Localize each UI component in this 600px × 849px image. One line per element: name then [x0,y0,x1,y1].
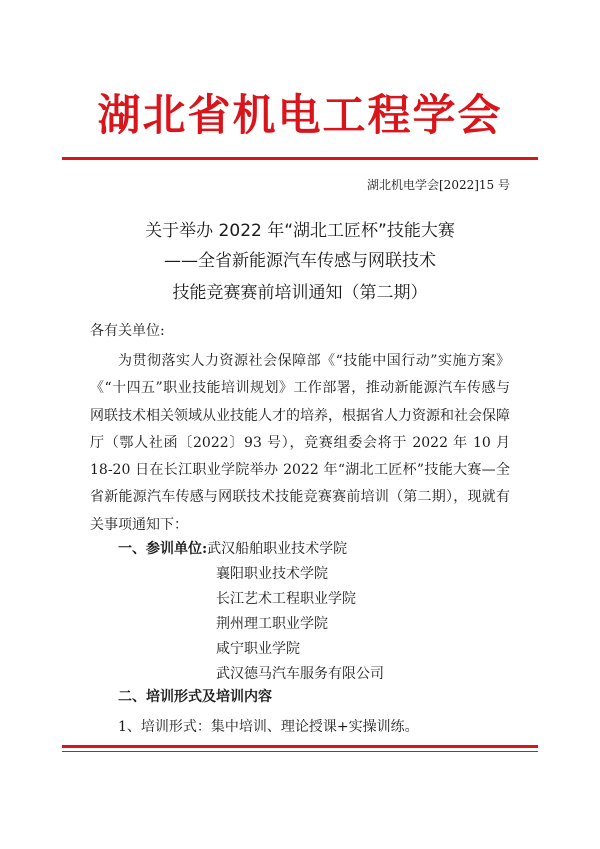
section-1-heading: 一、参训单位: [118,541,208,557]
org-title: 湖北省机电工程学会 [97,91,503,141]
participating-unit: 长江艺术工程职业学院 [216,591,356,607]
participating-unit: 武汉德马汽车服务有限公司 [216,666,384,682]
notice-title-line-1: 关于举办 2022 年“湖北工匠杯”技能大赛 [145,221,455,241]
body-paragraph: 为贯彻落实人力资源社会保障部《“技能中国行动”实施方案》《“十四五”职业技能培训规划》工作部署，推动新能源汽车传感与网联技术相关领域从业技能人才的培养，根据省人力资源和社会保障厅（鄂人社函〔2022〕93 号），竞赛组委会将于 2022 年 10 月 18-20 日在长江职业学院举办 2022 年“湖北工匠杯”技能大赛—全省新能源汽车传感与网联技术技能竞赛赛前培训（第二期），现就有关事项通知下： [90,353,510,533]
training-form-item: 1、培训形式：集中培训、理论授课+实操训练。 [118,719,419,735]
section-1-line [118,538,347,560]
participating-unit: 荆州理工职业学院 [216,616,328,632]
red-divider-bottom-thin [62,751,538,752]
notice-title-line-3: 技能竞赛赛前培训通知（第二期） [172,283,428,303]
participating-unit: 襄阳职业技术学院 [216,566,328,582]
participating-unit: 咸宁职业学院 [216,641,300,657]
red-divider-bottom [62,745,538,748]
red-divider-top [62,157,538,160]
notice-title-line-2: ——全省新能源汽车传感与网联技术 [164,251,436,271]
participating-unit: 武汉船舶职业技术学院 [207,541,348,557]
section-2-heading: 二、培训形式及培训内容 [118,689,272,705]
document-number: 湖北机电学会[2022]15 号 [367,178,510,192]
salutation: 各有关单位: [90,323,165,339]
